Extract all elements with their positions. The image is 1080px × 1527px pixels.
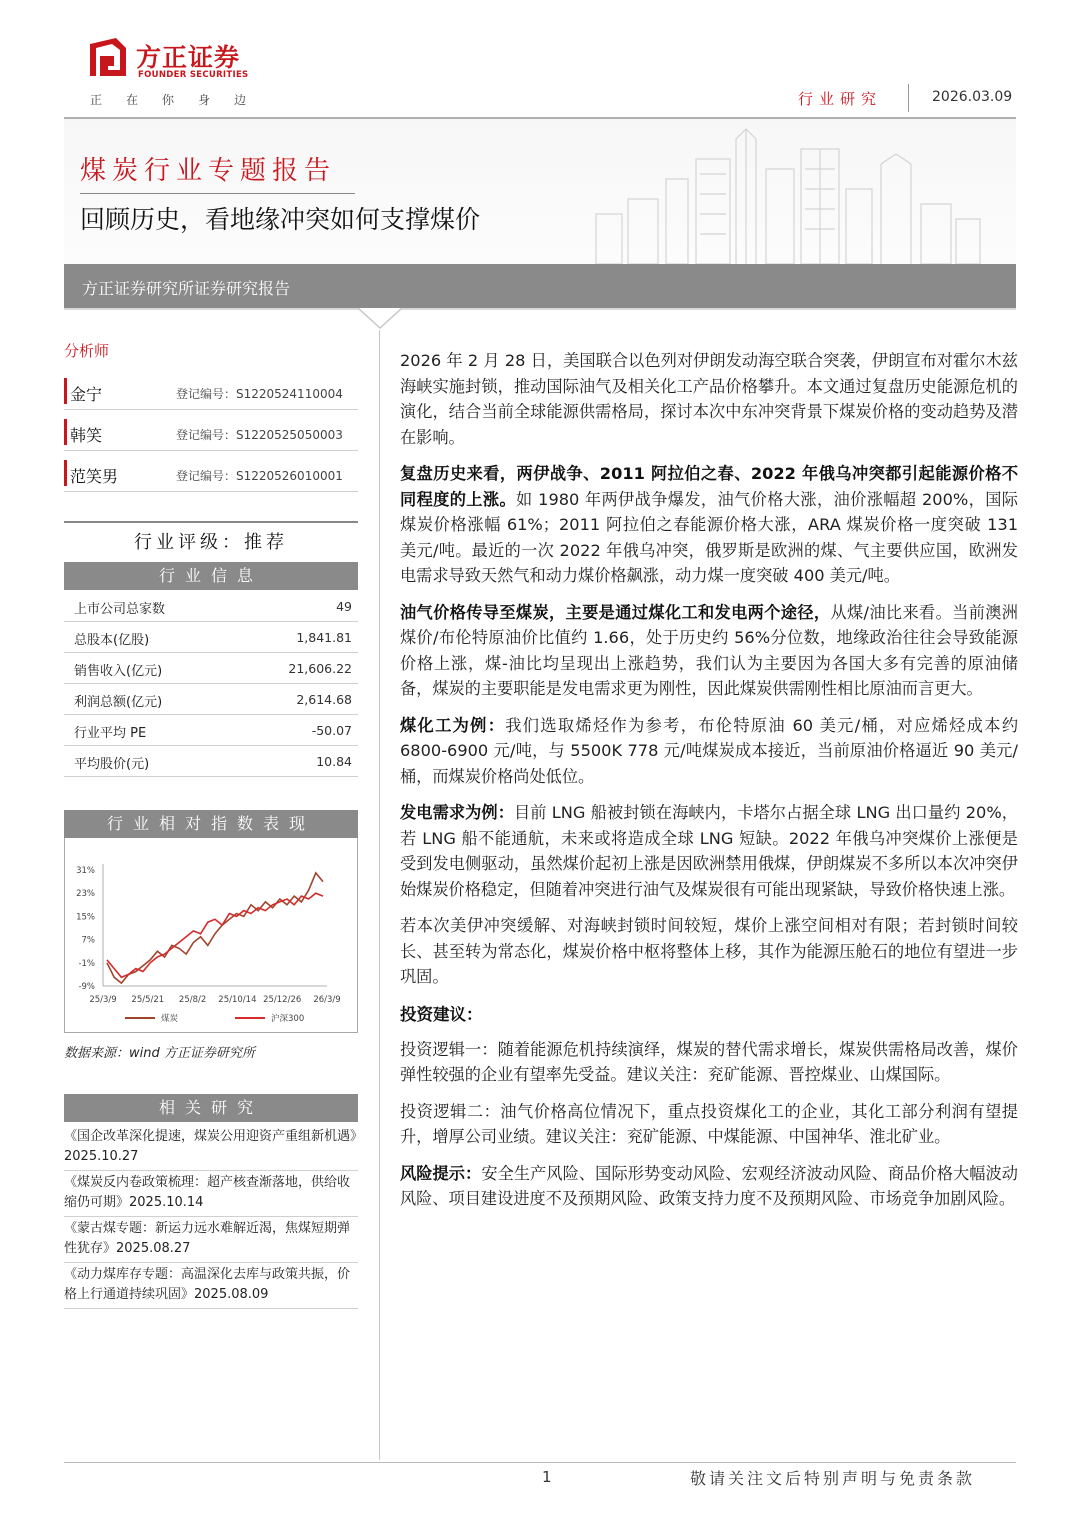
analyst-row <box>64 456 358 492</box>
page-number: 1 <box>542 1468 552 1486</box>
analyst-name: 韩笑 <box>70 426 103 445</box>
notch-icon <box>358 308 402 330</box>
report-main-title: 回顾历史，看地缘冲突如何支撑煤价 <box>80 205 481 234</box>
x-tick-label: 25/5/21 <box>131 995 165 1005</box>
analyst-name: 范笑男 <box>70 467 119 486</box>
info-label: 上市公司总家数 <box>74 602 166 617</box>
analyst-registration: 登记编号：S1220525050003 <box>176 428 343 442</box>
report-date: 2026.03.09 <box>932 89 1013 105</box>
info-value: -50.07 <box>311 723 352 738</box>
performance-heading: 行业相对指数表现 <box>64 810 358 838</box>
y-tick-label: 23% <box>76 889 95 900</box>
info-row <box>64 715 358 746</box>
info-label: 行业平均 PE <box>74 726 147 741</box>
logo-mark-icon <box>86 36 130 80</box>
column-divider <box>379 330 380 1460</box>
related-item[interactable]: 《煤炭反内卷政策梳理：超产核查渐落地，供给收缩仍可期》2025.10.14 <box>64 1173 358 1217</box>
info-value: 21,606.22 <box>288 661 352 676</box>
info-row <box>64 653 358 684</box>
paragraph <box>400 913 1018 990</box>
related-item[interactable]: 《蒙古煤专题：新运力远水难解近渴，焦煤短期弹性犹存》2025.08.27 <box>64 1219 358 1263</box>
paragraph-text: 投资逻辑二：油气价格高位情况下，重点投资煤化工的企业，其化工部分利润有望提升，增厚公司业绩。建议关注：兖矿能源、中煤能源、中国神华、淮北矿业。 <box>400 1101 1018 1146</box>
footer-rule <box>64 1462 1016 1463</box>
info-value: 1,841.81 <box>296 630 352 645</box>
city-skyline-icon <box>576 119 1006 264</box>
info-row <box>64 622 358 653</box>
report-series-title: 煤炭行业专题报告 <box>80 156 337 186</box>
paragraph <box>400 1161 1018 1212</box>
paragraph-lead: 煤化工为例： <box>400 715 506 735</box>
paragraph-text: 从煤/油比来看。当前澳洲煤价/布伦特原油价比值约 1.66，处于历史约 56%分位数，地缘政治往往会导致能源价格上涨，煤-油比均呈现出上涨趋势，我们认为主要因为各国大多有完善的原油储备，煤炭的主要职能是发电需求更为刚性，因此煤炭供需刚性相比原油而言更大。 <box>400 602 1018 698</box>
info-label: 总股本(亿股) <box>74 633 150 648</box>
analyst-registration: 登记编号：S1220526010001 <box>176 469 343 483</box>
analyst-name: 金宁 <box>70 385 103 404</box>
legend-label: 煤炭 <box>161 1014 179 1024</box>
logo-text-cn: 方正证券 <box>136 43 241 72</box>
industry-info-heading: 行业信息 <box>64 562 358 590</box>
paragraph-lead: 复盘历史来看，两伊战争、2011 阿拉伯之春、2022 年俄乌冲突都引起能源价格不同程度的上涨。 <box>400 464 1018 509</box>
report-subtitle: 方正证券研究所证券研究报告 <box>82 279 291 298</box>
y-tick-label: -1% <box>78 958 95 969</box>
analyst-row <box>64 415 358 451</box>
industry-rating: 行业评级：推荐 <box>134 532 288 553</box>
x-tick-label: 25/10/14 <box>218 995 257 1005</box>
paragraph-text: 投资逻辑一：随着能源危机持续演绎，煤炭的替代需求增长，煤炭供需格局改善，煤价弹性较强的企业有望率先受益。建议关注：兖矿能源、晋控煤业、山煤国际。 <box>400 1039 1018 1084</box>
info-value: 49 <box>336 599 352 614</box>
data-source: 数据来源：wind 方正证券研究所 <box>64 1046 255 1061</box>
related-heading: 相关研究 <box>64 1094 358 1122</box>
legend-label: 沪深300 <box>271 1014 305 1024</box>
info-value: 2,614.68 <box>296 692 352 707</box>
report-body <box>400 348 1018 1223</box>
related-item[interactable]: 《动力煤库存专题：高温深化去库与政策共振，价格上行通道持续巩固》2025.08.09 <box>64 1265 358 1309</box>
report-category: 行业研究 <box>798 90 883 108</box>
paragraph-text: 若本次美伊冲突缓解、对海峡封锁时间较短，煤价上涨空间相对有限；若封锁时间较长、甚至转为常态化，煤炭价格中枢将整体上移，其作为能源压舱石的地位有望进一步巩固。 <box>400 916 1018 986</box>
subtitle-bar <box>64 264 1016 308</box>
subtitle-rule <box>64 308 1016 310</box>
paragraph <box>400 348 1018 450</box>
title-rule <box>80 193 355 194</box>
investment-heading: 投资建议： <box>400 1004 483 1024</box>
y-tick-label: -9% <box>78 982 95 992</box>
performance-chart-svg <box>65 838 359 1033</box>
header-separator <box>908 84 909 112</box>
paragraph-text: 安全生产风险、国际形势变动风险、宏观经济波动风险、商品价格大幅波动风险、项目建设进度不及预期风险、政策支持力度不及预期风险、市场竞争加剧风险。 <box>400 1163 1018 1208</box>
paragraph <box>400 800 1018 902</box>
paragraph <box>400 461 1018 589</box>
analyst-marker <box>64 460 67 486</box>
x-tick-label: 25/3/9 <box>89 995 117 1005</box>
analyst-registration: 登记编号：S1220524110004 <box>176 387 343 401</box>
y-tick-label: 15% <box>76 912 95 923</box>
info-row <box>64 746 358 777</box>
paragraph <box>400 1099 1018 1150</box>
info-label: 利润总额(亿元) <box>74 695 163 710</box>
paragraph <box>400 713 1018 790</box>
x-tick-label: 25/8/2 <box>178 995 207 1005</box>
paragraph-lead: 风险提示： <box>400 1163 482 1183</box>
slogan: 正在你身边 <box>90 93 271 107</box>
x-tick-label: 26/3/9 <box>313 995 341 1005</box>
info-label: 销售收入(亿元) <box>74 664 163 679</box>
y-tick-label: 31% <box>76 866 95 876</box>
series-line-coal <box>107 873 323 983</box>
paragraph <box>400 1037 1018 1088</box>
performance-chart <box>64 838 358 1033</box>
info-label: 平均股价(元) <box>74 757 150 772</box>
x-tick-label: 25/12/26 <box>263 995 302 1005</box>
related-item[interactable]: 《国企改革深化提速，煤炭公用迎资产重组新机遇》2025.10.27 <box>64 1127 358 1171</box>
disclaimer-text: 敬请关注文后特别声明与免责条款 <box>690 1469 976 1488</box>
analyst-row <box>64 374 358 410</box>
paragraph-text: 我们选取烯烃作为参考，布伦特原油 60 美元/桶，对应烯烃成本约 6800-6900 元/吨，与 5500K 778 元/吨煤炭成本接近，当前原油价格逼近 90 美元/桶，而煤炭价格尚处低位。 <box>400 715 1019 786</box>
info-value: 10.84 <box>316 754 352 769</box>
y-tick-label: 7% <box>81 935 95 946</box>
info-row <box>64 591 358 622</box>
title-banner <box>64 119 1016 264</box>
logo-text-en: FOUNDER SECURITIES <box>138 70 249 80</box>
paragraph <box>400 600 1018 702</box>
paragraph-text: 目前 LNG 船被封锁在海峡内，卡塔尔占据全球 LNG 出口量约 20%，若 LNG 船不能通航，未来或将造成全球 LNG 短缺。2022 年俄乌冲突煤价上涨便是受到发电侧驱动，虽然煤价起初上涨是因欧洲禁用俄煤，伊朗煤炭不多所以本次冲突伊始煤炭价格稳定，但随着冲突进行油气及煤炭很有可能出现紧缺，导致价格快速上涨。 <box>400 803 1018 899</box>
paragraph-lead: 发电需求为例： <box>400 803 514 822</box>
paragraph-text: 如 1980 年两伊战争爆发，油气价格大涨，油价涨幅超 200%，国际煤炭价格涨幅 61%；2011 阿拉伯之春能源价格大涨，ARA 煤炭价格一度突破 131 美元/吨。最近的一次 2022 年俄乌冲突，俄罗斯是欧洲的煤、气主要供应国，欧洲发电需求导致天然气和动力煤价格飙涨，动力煤一度突破 400 美元/吨。 <box>400 489 1018 585</box>
rating-rule <box>64 521 358 523</box>
paragraph-text: 2026 年 2 月 28 日，美国联合以色列对伊朗发动海空联合突袭，伊朗宣布对霍尔木兹海峡实施封锁，推动国际油气及相关化工产品价格攀升。本文通过复盘历史能源危机的演化，结合当前全球能源供需格局，探讨本次中东冲突背景下煤炭价格的变动趋势及潜在影响。 <box>400 351 1018 447</box>
paragraph-lead: 油气价格传导至煤炭，主要是通过煤化工和发电两个途径， <box>400 602 831 622</box>
analyst-marker <box>64 378 67 404</box>
analyst-heading: 分析师 <box>64 342 110 360</box>
info-row <box>64 684 358 715</box>
analyst-marker <box>64 419 67 445</box>
